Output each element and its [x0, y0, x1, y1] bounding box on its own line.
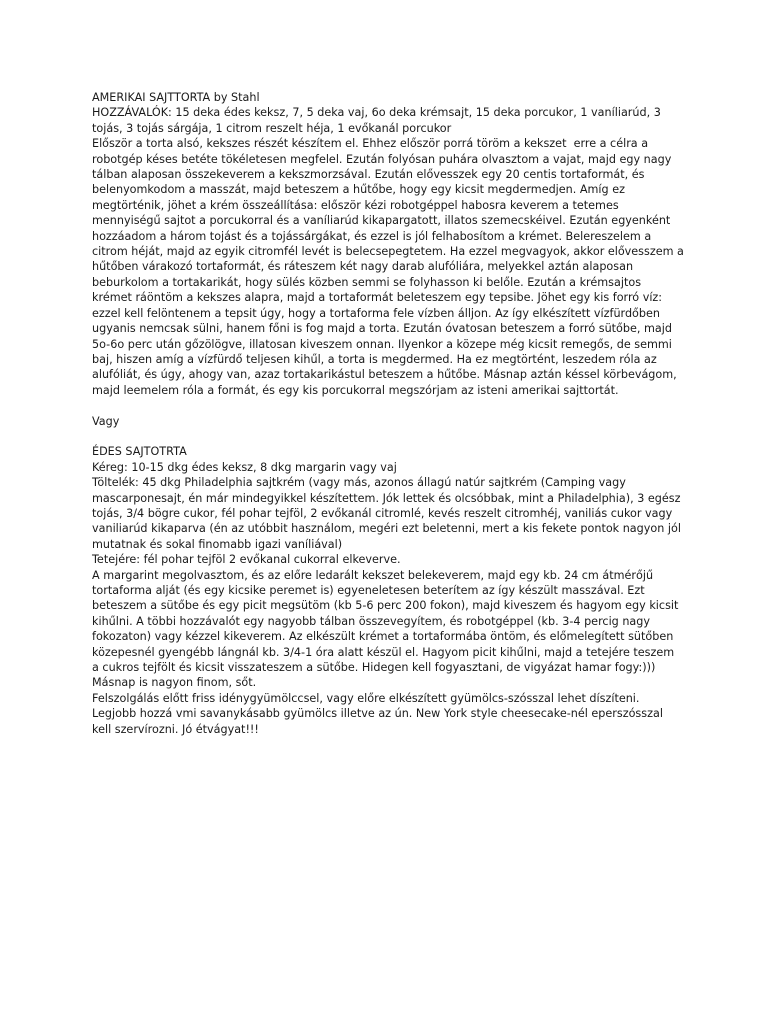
recipe2-filling: Töltelék: 45 dkg Philadelphia sajtkrém (vagy más, azonos állagú natúr sajtkrém (Camping vagy mascarponesajt, én már mindegyikkel készítettem. Jók lettek és olcsóbbak, mint a Philadelphia), 3 egész tojás, 3/4 bögre cukor, fél pohar tejföl, 2 evőkanál citromlé, kevés reszelt citromhéj, vaniliás cukor vagy vaniliarúd kikaparva (én az utóbbit használom, megéri ezt beletenni, mert a kis fekete pontok nagyon jól mutatnak és sokal finomabb igazi vaníliával) [92, 476, 681, 551]
recipe2-title: ÉDES SAJTOTRTA [92, 445, 187, 459]
recipe2-topping: Tetejére: fél pohar tejföl 2 evőkanal cukorral elkeverve. [92, 553, 401, 567]
paragraph-gap [92, 398, 692, 413]
separator-text: Vagy [92, 414, 120, 428]
recipe2-serving: Felszolgálás előtt friss idénygyümölccsel, vagy előre elkészített gyümölcs-szósszal lehet díszíteni. Legjobb hozzá vmi savanykásabb gyümölcs illetve az ún. New York style cheesecake-nél eperszósszal kell szervírozni. Jó étvágyat!!! [92, 691, 663, 736]
recipe1-method: Először a torta alsó, kekszes részét készítem el. Ehhez először porrá töröm a kekszet erre a célra a robotgép késes betéte tökéletesen megfelel. Ezután folyósan puhára olvasztom a vajat, majd egy nagy tálban alaposan összekeverem a kekszmorzsával. Ezután elővesszek egy 20 centis tortaformát, és belenyomkodom a masszát, majd beteszem a hűtőbe, hogy egy kicsit megdermedjen. Amíg ez megtörténik, jöhet a krém összeállítása: először kézi robotgéppel habosra keverem a tetemes mennyiségű sajtot a porcukorral és a vaníliarúd kikapargatott, illatos szemecskéivel. Ezután egyenként hozzáadom a három tojást és a tojássárgákat, és ezzel is jól felhabosítom a krémet. Belereszelem a citrom héját, majd az egyik citromfél levét is belecsepegtetem. Ha ezzel megvagyok, akkor elővesszem a hűtőben várakozó tortaformát, és ráteszem két nagy darab alufóliára, melyekkel aztán alaposan beburkolom a tortakarikát, hogy sülés közben semmi se folyhasson ki belőle. Ezután a krémsajtos krémet ráöntöm a kekszes alapra, majd a tortaformát beleteszem egy tepsibe. Jöhet egy kis forró víz: ezzel kell felöntenem a tepsit úgy, hogy a tortaforma fele vízben álljon. Az így elkészített vízfürdőben ugyanis nemcsak sülni, hanem főni is fog majd a torta. Ezután óvatosan beteszem a forró sütőbe, majd 5o-6o perc után gőzölögve, illatosan kiveszem onnan. Ilyenkor a közepe még kicsit remegős, de semmi baj, hiszen amíg a vízfürdő teljesen kihűl, a torta is megdermed. Ha ez megtörtént, leszedem róla az alufóliát, és úgy, ahogy van, azaz tortakarikástul beteszem a hűtőbe. Másnap aztán késsel körbevágom, majd leemelem róla a formát, és egy kis porcukorral megszórjam az isteni amerikai sajttortát. [92, 137, 684, 397]
recipe1-ingredients: HOZZÁVALÓK: 15 deka édes keksz, 7, 5 deka vaj, 6o deka krémsajt, 15 deka porcukor, 1 vaníliarúd, 3 tojás, 3 tojás sárgája, 1 citrom reszelt héja, 1 evőkanál porcukor [92, 106, 661, 135]
recipe2-crust: Kéreg: 10-15 dkg édes keksz, 8 dkg margarin vagy vaj [92, 460, 397, 474]
recipe1-title: AMERIKAI SAJTTORTA by Stahl [92, 91, 260, 104]
recipe2-method: A margarint megolvasztom, és az előre ledarált kekszet belekeverem, majd egy kb. 24 cm átmérőjű tortaforma alját (és egy kicsike peremet is) egyeneletesen beterítem az így készült masszával. Ezt beteszem a sütőbe és egy picit megsütöm (kb 5-6 perc 200 fokon), majd kiveszem és hagyom egy kicsit kihűlni. A többi hozzávalót egy nagyobb tálban összevegyítem, és robotgéppel (kb. 3-4 percig nagy fokozaton) vagy kézzel kikeverem. Az elkészült krémet a tortaformába öntöm, és előmelegített sütőben közepesnél gyengébb lángnál kb. 3/4-1 óra alatt készül el. Hagyom picit kihűlni, majd a tetejére teszem a cukros tejfölt és kicsit visszateszem a sütőbe. Hidegen kell fogyasztani, de vigyázat hamar fogy:))) Másnap is nagyon finom, sőt. [92, 568, 679, 690]
document-page [92, 90, 692, 737]
paragraph-gap [92, 429, 692, 444]
